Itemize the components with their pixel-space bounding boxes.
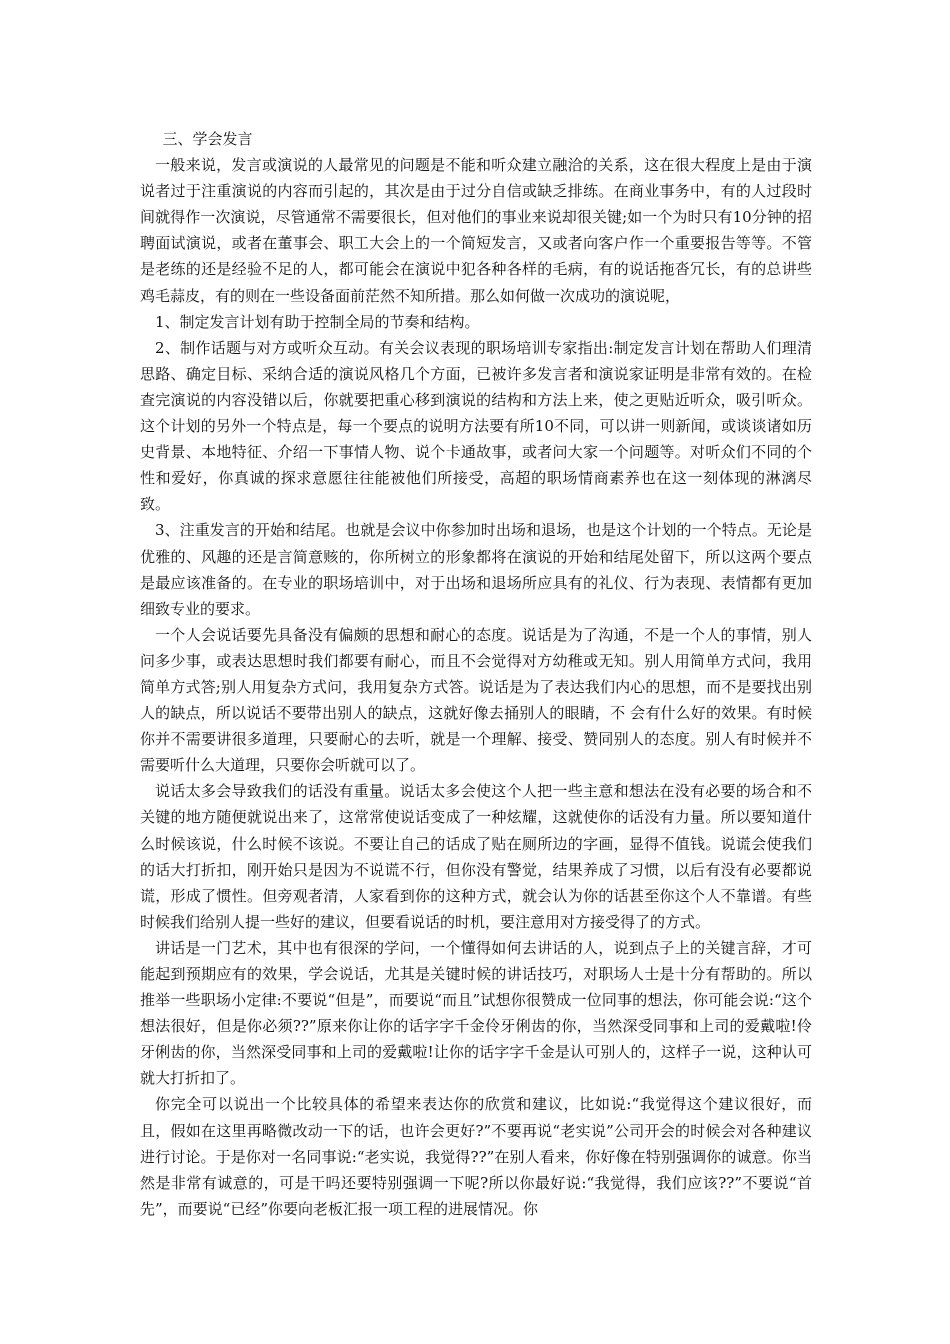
paragraph-attitude: 一个人会说话要先具备没有偏颇的思想和耐心的态度。说话是为了沟通，不是一个人的事情，别人问多少事，或表达思想时我们都要有耐心，而且不会觉得对方幼稚或无知。别人用简单方式问，我用简单方式答;别人用复杂方式问，我用复杂方式答。说话是为了表达我们内心的思想，而不是要找出别人的缺点，所以说话不要带出别人的缺点，这就好像去捅别人的眼睛，不 会有什么好的效果。有时候你并不需要讲很多道理，只要耐心的去听，就是一个理解、接受、赞同别人的态度。别人有时候并不需要听什么大道理，只要你会听就可以了。 [140,625,812,775]
document-body [140,126,812,1222]
section-heading: 三、学会发言 [162,130,253,148]
paragraph-suggestions: 你完全可以说出一个比较具体的希望来表达你的欣赏和建议，比如说:“我觉得这个建议很好，而且，假如在这里再略微改动一下的话，也许会更好?”不要再说“老实说”公司开会的时候会对各种建议进行讨论。于是你对一名同事说:“老实说，我觉得??”在别人看来，你好像在特别强调你的诚意。你当然是非常有诚意的，可是干吗还要特别强调一下呢?所以你最好说:“我觉得，我们应该??”不要说“首先”，而要说“已经”你要向老板汇报一项工程的进展情况。你 [140,1095,812,1218]
paragraph-point-2: 2、制作话题与对方或听众互动。有关会议表现的职场培训专家指出:制定发言计划在帮助人们理清思路、确定目标、采纳合适的演说风格几个方面，已被许多发言者和演说家证明是非常有效的。在检查完演说的内容没错以后，你就要把重心移到演说的结构和方法上来，使之更贴近听众，吸引听众。这个计划的另外一个特点是，每一个要点的说明方法要有所10不同，可以讲一则新闻，或谈谈诸如历史背景、本地特征、介绍一下事情人物、说个卡通故事，或者问大家一个问题等。对听众们不同的个性和爱好，你真诚的探求意愿往往能被他们所接受，高超的职场情商素养也在这一刻体现的淋漓尽致。 [140,338,812,514]
paragraph-intro: 一般来说，发言或演说的人最常见的问题是不能和听众建立融洽的关系，这在很大程度上是由于演说者过于注重演说的内容而引起的，其次是由于过分自信或缺乏排练。在商业事务中，有的人过段时间就得作一次演说，尽管通常不需要很长，但对他们的事业来说却很关键;如一个为时只有10分钟的招聘面试演说，或者在董事会、职工大会上的一个简短发言，又或者向客户作一个重要报告等等。不管是老练的还是经验不足的人，都可能会在演说中犯各种各样的毛病，有的说话拖沓冗长，有的总讲些鸡毛蒜皮，有的则在一些设备面前茫然不知所措。那么如何做一次成功的演说呢， [140,156,812,305]
paragraph-point-3: 3、注重发言的开始和结尾。也就是会议中你参加时出场和退场，也是这个计划的一个特点。无论是优雅的、风趣的还是言简意赅的，你所树立的形象都将在演说的开始和结尾处留下，所以这两个要点是最应该准备的。在专业的职场培训中，对于出场和退场所应具有的礼仪、行为表现、表情都有更加细致专业的要求。 [140,521,812,618]
paragraph-speaking-art: 讲话是一门艺术，其中也有很深的学问，一个懂得如何去讲话的人，说到点子上的关键言辞，才可能起到预期应有的效果，学会说话，尤其是关键时候的讲话技巧，对职场人士是十分有帮助的。所以推举一些职场小定律:不要说“但是”，而要说“而且”试想你很赞成一位同事的想法，你可能会说:“这个想法很好，但是你必须??”原来你让你的话字字千金伶牙俐齿的你，当然深受同事和上司的爱戴啦!伶牙俐齿的你，当然深受同事和上司的爱戴啦!让你的话字字千金是认可别人的，这样子一说，这种认可就大打折扣了。 [140,938,812,1088]
paragraph-point-1: 1、制定发言计划有助于控制全局的节奏和结构。 [155,312,480,331]
paragraph-talk-too-much: 说话太多会导致我们的话没有重量。说话太多会使这个人把一些主意和想法在没有必要的场合和不关键的地方随便就说出来了，这常常使说话变成了一种炫耀，这就使你的话没有力量。所以要知道什么时候该说，什么时候不该说。不要让自己的话成了贴在厕所边的字画，显得不值钱。说谎会使我们的话大打折扣，刚开始只是因为不说谎不行，但你没有警觉，结果养成了习惯，以后有没有必要都说谎，形成了惯性。但旁观者清，人家看到你的这种方式，就会认为你的话甚至你这个人不靠谱。有些时候我们给别人提一些好的建议，但要看说话的时机，要注意用对方接受得了的方式。 [140,782,812,931]
